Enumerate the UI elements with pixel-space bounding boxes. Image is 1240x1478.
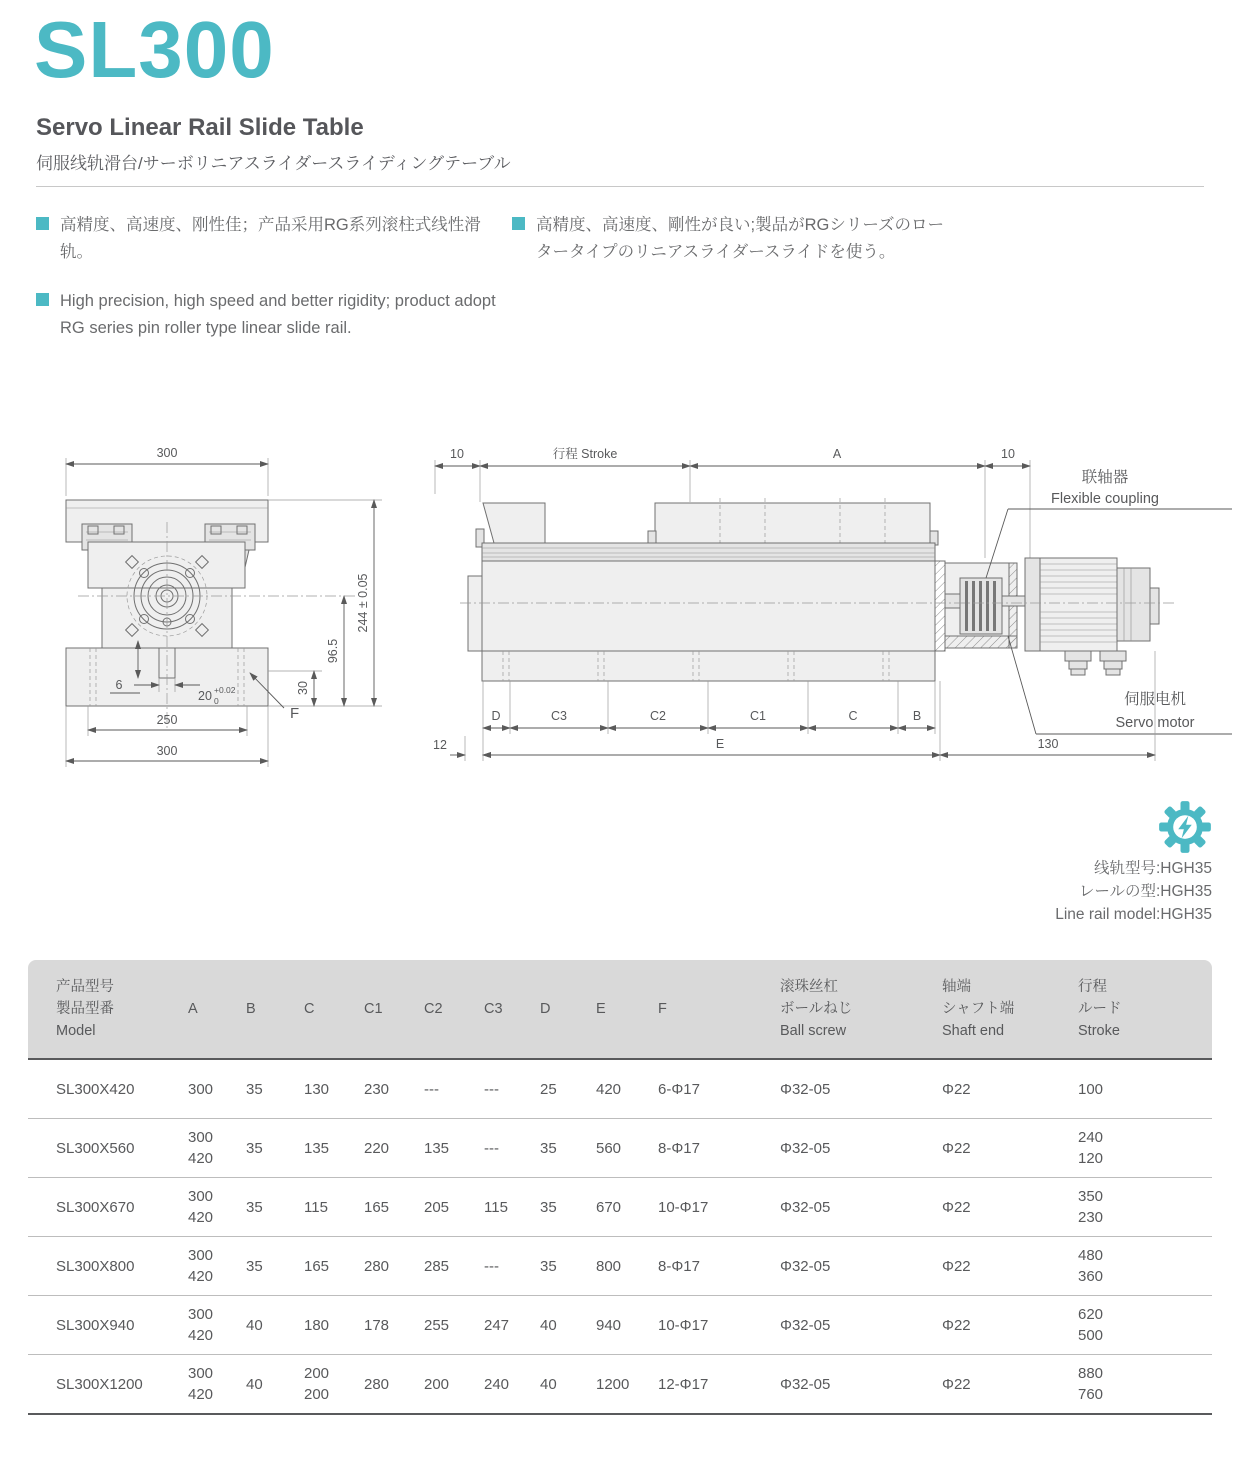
dim-b: B	[912, 709, 922, 723]
value-cell: 8-Φ17	[658, 1257, 700, 1275]
dim-stroke: 行程 Stroke	[552, 447, 618, 461]
rail-model-en: Line rail model:HGH35	[1055, 906, 1212, 923]
value-cell: 285	[424, 1257, 450, 1275]
col-header-f: F	[658, 1001, 667, 1017]
value-cell: Φ22	[942, 1316, 971, 1334]
value-cell: 300 420	[188, 1129, 214, 1167]
value-cell: 6-Φ17	[658, 1080, 700, 1098]
label-f: F	[290, 705, 300, 722]
feature-item-cn	[36, 212, 488, 265]
dim-250: 250	[156, 713, 178, 727]
rail-model-cn: 线轨型号:HGH35	[1094, 860, 1212, 877]
dim-20-tol-lower: 0	[214, 696, 219, 706]
value-cell: 940	[596, 1316, 622, 1334]
value-cell: ---	[484, 1139, 499, 1157]
model-cell: SL300X560	[56, 1139, 135, 1157]
coupling-label-cn: 联轴器	[1081, 469, 1129, 486]
bullet-square-icon	[36, 293, 49, 306]
value-cell: 200	[424, 1375, 450, 1393]
value-cell: ---	[484, 1080, 499, 1098]
value-cell: 115	[484, 1198, 508, 1216]
table-row	[28, 1354, 1212, 1413]
dim-10-right: 10	[1001, 447, 1015, 461]
col-header-shaft-end: 轴端 シャフト端 Shaft end	[942, 979, 1015, 1039]
value-cell: 40	[246, 1316, 263, 1334]
dim-20: 20	[198, 689, 212, 703]
dim-d: D	[491, 709, 501, 723]
value-cell: ---	[424, 1080, 439, 1098]
value-cell: 205	[424, 1198, 450, 1216]
value-cell: 25	[540, 1080, 557, 1098]
value-cell: 350 230	[1078, 1188, 1104, 1226]
model-cell: SL300X1200	[56, 1375, 143, 1393]
feature-item-jp	[512, 212, 957, 265]
value-cell: 255	[424, 1316, 450, 1334]
feature-text-jp: 高精度、高速度、剛性が良い;製品がRGシリーズのロータータイプのリニアスライダースライドを使う。	[536, 216, 945, 261]
value-cell: 130	[304, 1080, 330, 1098]
feature-text-en: High precision, high speed and better rigidity; product adopt RG series pin roller type linear slide rail.	[60, 292, 496, 337]
dim-top-300: 300	[156, 446, 178, 460]
header-divider	[36, 186, 1204, 187]
dim-12: 12	[433, 738, 447, 752]
model-cell: SL300X420	[56, 1080, 135, 1098]
value-cell: 40	[540, 1316, 557, 1334]
value-cell: 178	[364, 1316, 390, 1334]
value-cell: 300 420	[188, 1188, 214, 1226]
value-cell: Φ22	[942, 1198, 971, 1216]
value-cell: Φ22	[942, 1139, 971, 1157]
value-cell: 620 500	[1078, 1306, 1104, 1344]
table-body	[28, 1060, 1212, 1413]
col-header-c2: C2	[424, 1001, 443, 1017]
value-cell: 300 420	[188, 1247, 214, 1285]
model-cell: SL300X940	[56, 1316, 135, 1334]
motor-label-en: Servo motor	[1115, 715, 1195, 731]
model-cell: SL300X800	[56, 1257, 135, 1275]
dim-130: 130	[1037, 737, 1059, 751]
value-cell: 240 120	[1078, 1129, 1104, 1167]
value-cell: 165	[364, 1198, 390, 1216]
value-cell: 800	[596, 1257, 622, 1275]
value-cell: 40	[540, 1375, 557, 1393]
value-cell: 300 420	[188, 1306, 214, 1344]
value-cell: 12-Φ17	[658, 1375, 709, 1393]
coupling-label-en: Flexible coupling	[1050, 491, 1160, 507]
table-header-row	[28, 960, 1212, 1060]
dim-bottom-300: 300	[156, 744, 178, 758]
value-cell: Φ32-05	[780, 1375, 831, 1393]
value-cell: 35	[246, 1139, 263, 1157]
motor-label-cn: 伺服电机	[1123, 691, 1187, 708]
feature-text-cn: 高精度、高速度、刚性佳；产品采用RG系列滚柱式线性滑轨。	[60, 216, 481, 261]
value-cell: Φ22	[942, 1257, 971, 1275]
value-cell: 35	[246, 1198, 263, 1216]
col-header-e: E	[596, 1001, 606, 1017]
value-cell: 420	[596, 1080, 622, 1098]
rail-model-jp: レールの型:HGH35	[1078, 883, 1212, 900]
rail-model-note	[1055, 857, 1212, 926]
col-header-ball-screw: 滚珠丝杠 ボールねじ Ball screw	[780, 979, 853, 1039]
value-cell: Φ22	[942, 1080, 971, 1098]
value-cell: Φ32-05	[780, 1316, 831, 1334]
table-row	[28, 1060, 1212, 1118]
col-header-stroke: 行程 ルード Stroke	[1078, 979, 1122, 1039]
value-cell: Φ22	[942, 1375, 971, 1393]
value-cell: 35	[540, 1257, 557, 1275]
value-cell: Φ32-05	[780, 1139, 831, 1157]
value-cell: 165	[304, 1257, 330, 1275]
dim-a: A	[832, 447, 842, 461]
bullet-square-icon	[512, 217, 525, 230]
bullet-square-icon	[36, 217, 49, 230]
dim-6: 6	[115, 678, 123, 692]
value-cell: 35	[540, 1198, 557, 1216]
col-header-c1: C1	[364, 1001, 383, 1017]
col-header-a: A	[188, 1001, 198, 1017]
value-cell: 280	[364, 1257, 390, 1275]
col-header-model: 产品型号 製品型番 Model	[56, 979, 114, 1039]
value-cell: 230	[364, 1080, 390, 1098]
dim-e: E	[715, 737, 725, 751]
dim-c: C	[848, 709, 858, 723]
value-cell: 8-Φ17	[658, 1139, 700, 1157]
page-title: SL300	[34, 5, 275, 94]
dim-height-244: 244 ± 0.05	[356, 573, 370, 633]
value-cell: 40	[246, 1375, 263, 1393]
value-cell: 240	[484, 1375, 510, 1393]
value-cell: 280	[364, 1375, 390, 1393]
dim-20-tol-upper: +0.02	[214, 685, 236, 695]
value-cell: ---	[484, 1257, 499, 1275]
value-cell: 480 360	[1078, 1247, 1104, 1285]
table-row	[28, 1295, 1212, 1354]
model-cell: SL300X670	[56, 1198, 135, 1216]
col-header-b: B	[246, 1001, 256, 1017]
table-row	[28, 1118, 1212, 1177]
value-cell: 300 420	[188, 1365, 214, 1403]
dim-c3: C3	[551, 709, 567, 723]
col-header-c: C	[304, 1001, 315, 1017]
value-cell: Φ32-05	[780, 1198, 831, 1216]
dim-30: 30	[296, 681, 310, 695]
spec-table	[28, 960, 1212, 1415]
value-cell: 10-Φ17	[658, 1316, 709, 1334]
value-cell: 135	[424, 1139, 450, 1157]
dim-c2: C2	[650, 709, 666, 723]
dim-c1: C1	[750, 709, 766, 723]
value-cell: 560	[596, 1139, 622, 1157]
value-cell: 670	[596, 1198, 622, 1216]
value-cell: 100	[1078, 1080, 1104, 1098]
page-subtitle-cjk: 伺服线轨滑台/サーボリニアスライダースライディングテーブル	[36, 154, 511, 173]
value-cell: 300	[188, 1080, 214, 1098]
dim-10-left: 10	[450, 447, 464, 461]
value-cell: 35	[540, 1139, 557, 1157]
col-header-d: D	[540, 1001, 551, 1017]
value-cell: 180	[304, 1316, 330, 1334]
gear-lightning-icon	[1158, 800, 1212, 854]
feature-item-en	[36, 288, 501, 341]
value-cell: 247	[484, 1316, 510, 1334]
value-cell: 880 760	[1078, 1365, 1104, 1403]
value-cell: 220	[364, 1139, 390, 1157]
side-view-drawing	[420, 436, 1240, 811]
value-cell: Φ32-05	[780, 1080, 831, 1098]
dim-96-5: 96.5	[326, 638, 340, 664]
table-row	[28, 1177, 1212, 1236]
col-header-c3: C3	[484, 1001, 503, 1017]
value-cell: Φ32-05	[780, 1257, 831, 1275]
value-cell: 35	[246, 1257, 263, 1275]
value-cell: 10-Φ17	[658, 1198, 709, 1216]
value-cell: 35	[246, 1080, 263, 1098]
table-row	[28, 1236, 1212, 1295]
value-cell: 135	[304, 1139, 330, 1157]
value-cell: 1200	[596, 1375, 630, 1393]
front-view-drawing	[28, 436, 418, 796]
value-cell: 200 200	[304, 1365, 330, 1403]
page-subtitle-en: Servo Linear Rail Slide Table	[36, 114, 364, 141]
value-cell: 115	[304, 1198, 328, 1216]
